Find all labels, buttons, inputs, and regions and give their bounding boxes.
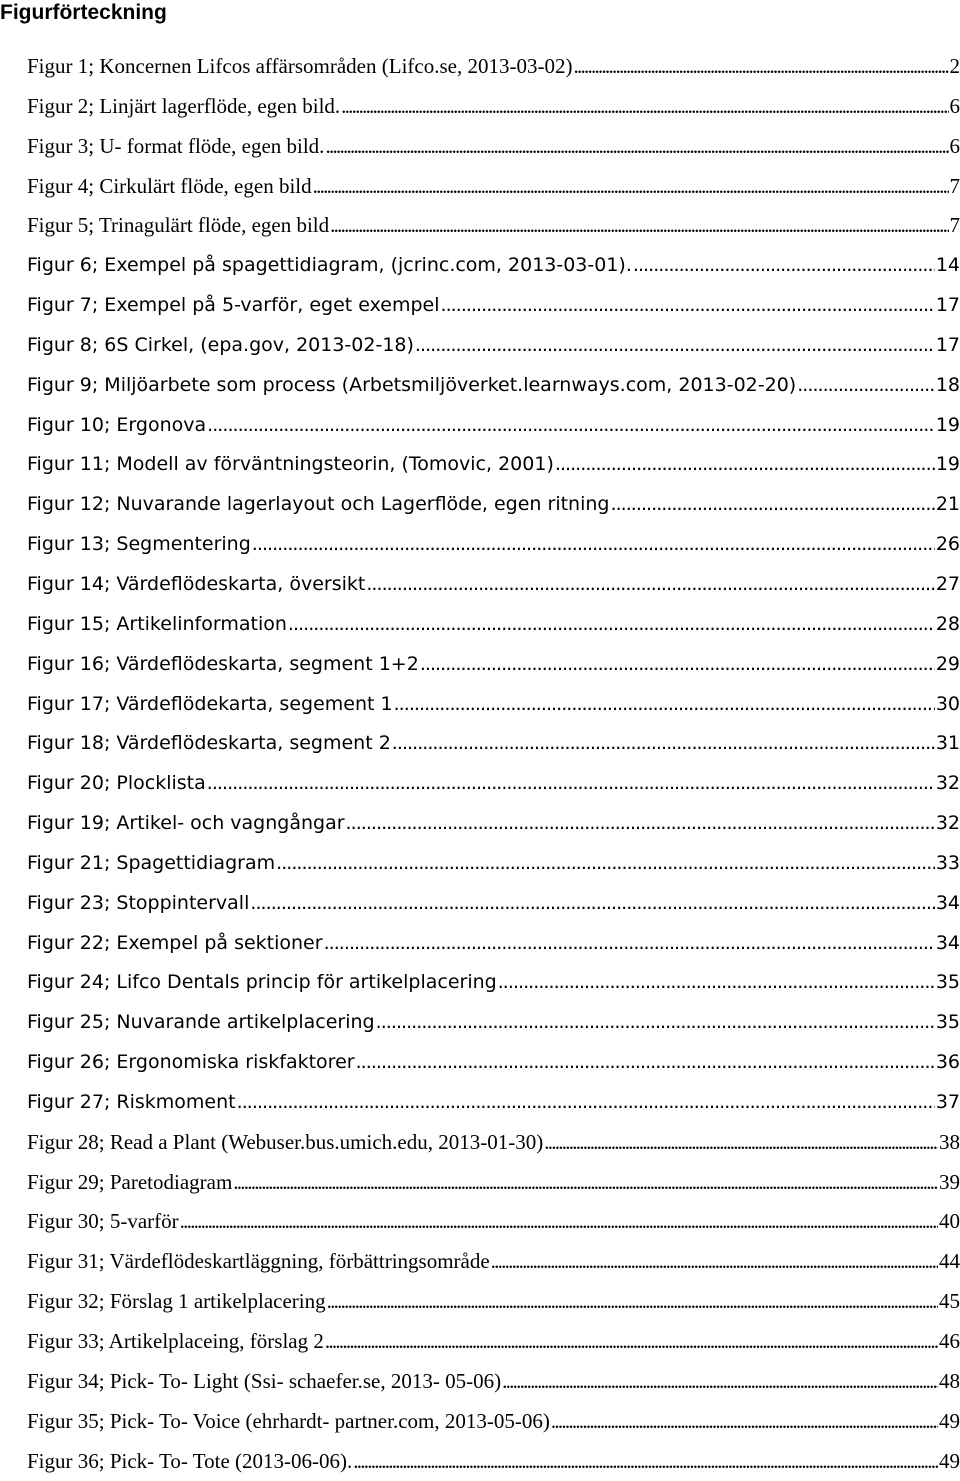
list-item[interactable]	[27, 605, 960, 645]
list-item[interactable]	[27, 1202, 960, 1242]
figure-title: Figur 34; Pick- To- Light (Ssi- schaefer.se, 2013- 05-06)	[27, 1362, 501, 1402]
figure-title: Figur 10; Ergonova	[27, 406, 206, 446]
page-number: 28	[936, 605, 960, 645]
figure-list	[27, 47, 960, 1481]
dot-leader	[502, 1362, 938, 1402]
dot-leader	[366, 565, 934, 605]
figure-title: Figur 4; Cirkulärt flöde, egen bild	[27, 167, 312, 207]
figure-title: Figur 22; Exempel på sektioner	[27, 924, 323, 964]
page-number: 32	[936, 804, 960, 844]
page-number: 38	[939, 1123, 960, 1163]
list-item[interactable]	[27, 565, 960, 605]
figure-title: Figur 12; Nuvarande lagerlayout och Lagerflöde, egen ritning	[27, 485, 609, 525]
page-number: 35	[936, 1003, 960, 1043]
dot-leader	[415, 326, 935, 366]
figure-title: Figur 26; Ergonomiska riskfaktorer	[27, 1043, 355, 1083]
page-number: 27	[936, 565, 960, 605]
page-number: 34	[936, 884, 960, 924]
dot-leader	[252, 525, 935, 565]
list-item[interactable]	[27, 924, 960, 964]
figure-title: Figur 1; Koncernen Lifcos affärsområden (Lifco.se, 2013-03-02)	[27, 47, 572, 87]
figure-title: Figur 6; Exempel på spagettidiagram, (jcrinc.com, 2013-03-01).	[27, 246, 632, 286]
page-number: 44	[939, 1242, 960, 1282]
page-number: 39	[939, 1163, 960, 1203]
list-item[interactable]	[27, 326, 960, 366]
figure-title: Figur 20; Plocklista	[27, 764, 206, 804]
dot-leader	[491, 1242, 938, 1282]
figure-title: Figur 8; 6S Cirkel, (epa.gov, 2013-02-18)	[27, 326, 414, 366]
list-item[interactable]	[27, 286, 960, 326]
figure-title: Figur 3; U- format flöde, egen bild.	[27, 127, 324, 167]
list-item[interactable]	[27, 406, 960, 446]
dot-leader	[610, 485, 934, 525]
page-number: 45	[939, 1282, 960, 1322]
page-number: 17	[936, 326, 960, 366]
dot-leader	[276, 844, 935, 884]
dot-leader	[207, 764, 935, 804]
dot-leader	[356, 1043, 935, 1083]
figure-title: Figur 24; Lifco Dentals princip för artikelplacering	[27, 963, 497, 1003]
page-number: 40	[939, 1202, 960, 1242]
dot-leader	[394, 685, 935, 725]
figure-title: Figur 17; Värdeflödekarta, segement 1	[27, 685, 393, 725]
figure-title: Figur 2; Linjärt lagerflöde, egen bild.	[27, 87, 340, 127]
dot-leader	[392, 724, 935, 764]
list-item[interactable]	[27, 1402, 960, 1442]
dot-leader	[288, 605, 935, 645]
dot-leader	[237, 1083, 935, 1123]
dot-leader	[797, 366, 935, 406]
list-item[interactable]	[27, 1322, 960, 1362]
page-number: 19	[936, 445, 960, 485]
figure-title: Figur 30; 5-varför	[27, 1202, 179, 1242]
list-item[interactable]	[27, 844, 960, 884]
figure-title: Figur 23; Stoppintervall	[27, 884, 249, 924]
figure-title: Figur 33; Artikelplaceing, förslag 2	[27, 1322, 324, 1362]
dot-leader	[551, 1402, 938, 1442]
figure-title: Figur 36; Pick- To- Tote (2013-06-06).	[27, 1442, 352, 1481]
figure-title: Figur 18; Värdeflödeskarta, segment 2	[27, 724, 391, 764]
dot-leader	[544, 1123, 938, 1163]
figure-title: Figur 11; Modell av förväntningsteorin, (Tomovic, 2001)	[27, 445, 554, 485]
figure-title: Figur 29; Paretodiagram	[27, 1163, 232, 1203]
dot-leader	[441, 286, 935, 326]
page-number: 48	[939, 1362, 960, 1402]
page-number: 7	[950, 206, 960, 246]
list-item[interactable]	[27, 804, 960, 844]
dot-leader	[353, 1442, 938, 1481]
list-item[interactable]	[27, 445, 960, 485]
dot-leader	[573, 47, 948, 87]
page-number: 2	[950, 47, 960, 87]
dot-leader	[498, 963, 935, 1003]
dot-leader	[555, 445, 935, 485]
figure-title: Figur 28; Read a Plant (Webuser.bus.umich.edu, 2013-01-30)	[27, 1123, 543, 1163]
list-item[interactable]	[27, 87, 960, 127]
page-number: 32	[936, 764, 960, 804]
dot-leader	[376, 1003, 935, 1043]
list-item[interactable]	[27, 764, 960, 804]
page-number: 26	[936, 525, 960, 565]
page-title: Figurförteckning	[0, 0, 167, 26]
page-number: 6	[950, 87, 960, 127]
page-number: 19	[936, 406, 960, 446]
figure-title: Figur 16; Värdeflödeskarta, segment 1+2	[27, 645, 419, 685]
dot-leader	[330, 206, 948, 246]
dot-leader	[341, 87, 948, 127]
figure-title: Figur 31; Värdeflödeskartläggning, förbättringsområde	[27, 1242, 490, 1282]
dot-leader	[207, 406, 935, 446]
dot-leader	[325, 1322, 938, 1362]
page-number: 31	[936, 724, 960, 764]
page-number: 37	[936, 1083, 960, 1123]
list-item[interactable]	[27, 724, 960, 764]
figure-title: Figur 9; Miljöarbete som process (Arbetsmiljöverket.learnways.com, 2013-02-20)	[27, 366, 796, 406]
dot-leader	[313, 167, 949, 207]
list-item[interactable]	[27, 685, 960, 725]
dot-leader	[250, 884, 934, 924]
page-number: 35	[936, 963, 960, 1003]
figure-title: Figur 15; Artikelinformation	[27, 605, 287, 645]
dot-leader	[346, 804, 935, 844]
list-item[interactable]	[27, 167, 960, 207]
list-item[interactable]	[27, 884, 960, 924]
list-item[interactable]	[27, 47, 960, 87]
page-number: 17	[936, 286, 960, 326]
list-item[interactable]	[27, 366, 960, 406]
dot-leader	[420, 645, 935, 685]
page-number: 6	[950, 127, 960, 167]
figure-title: Figur 7; Exempel på 5-varför, eget exempel	[27, 286, 440, 326]
figure-title: Figur 35; Pick- To- Voice (ehrhardt- partner.com, 2013-05-06)	[27, 1402, 550, 1442]
list-item[interactable]	[27, 525, 960, 565]
dot-leader	[633, 246, 935, 286]
dot-leader	[325, 127, 948, 167]
list-item[interactable]	[27, 1083, 960, 1123]
page-number: 46	[939, 1322, 960, 1362]
figure-title: Figur 32; Förslag 1 artikelplacering	[27, 1282, 326, 1322]
list-item[interactable]	[27, 1043, 960, 1083]
list-item[interactable]	[27, 1003, 960, 1043]
list-item[interactable]	[27, 645, 960, 685]
page-number: 34	[936, 924, 960, 964]
list-item[interactable]	[27, 963, 960, 1003]
figure-title: Figur 14; Värdeflödeskarta, översikt	[27, 565, 365, 605]
list-item[interactable]	[27, 1282, 960, 1322]
page-number: 49	[939, 1442, 960, 1481]
figure-title: Figur 19; Artikel- och vagngångar	[27, 804, 345, 844]
page-number: 18	[936, 366, 960, 406]
list-item[interactable]	[27, 246, 960, 286]
figure-title: Figur 5; Trinagulärt flöde, egen bild	[27, 206, 329, 246]
figure-title: Figur 27; Riskmoment	[27, 1083, 236, 1123]
list-item[interactable]	[27, 206, 960, 246]
page-number: 29	[936, 645, 960, 685]
page-number: 14	[936, 246, 960, 286]
page-number: 30	[936, 685, 960, 725]
page-number: 7	[950, 167, 960, 207]
page-number: 49	[939, 1402, 960, 1442]
list-item[interactable]	[27, 485, 960, 525]
list-item[interactable]	[27, 1242, 960, 1282]
list-item[interactable]	[27, 1362, 960, 1402]
page-number: 36	[936, 1043, 960, 1083]
dot-leader	[233, 1163, 938, 1203]
list-item[interactable]	[27, 1123, 960, 1163]
figure-title: Figur 13; Segmentering	[27, 525, 251, 565]
list-item[interactable]	[27, 127, 960, 167]
list-item[interactable]	[27, 1442, 960, 1481]
dot-leader	[327, 1282, 938, 1322]
list-item[interactable]	[27, 1163, 960, 1203]
figure-title: Figur 21; Spagettidiagram	[27, 844, 275, 884]
dot-leader	[324, 924, 935, 964]
figure-title: Figur 25; Nuvarande artikelplacering	[27, 1003, 375, 1043]
page-number: 21	[936, 485, 960, 525]
dot-leader	[180, 1202, 938, 1242]
page-number: 33	[936, 844, 960, 884]
